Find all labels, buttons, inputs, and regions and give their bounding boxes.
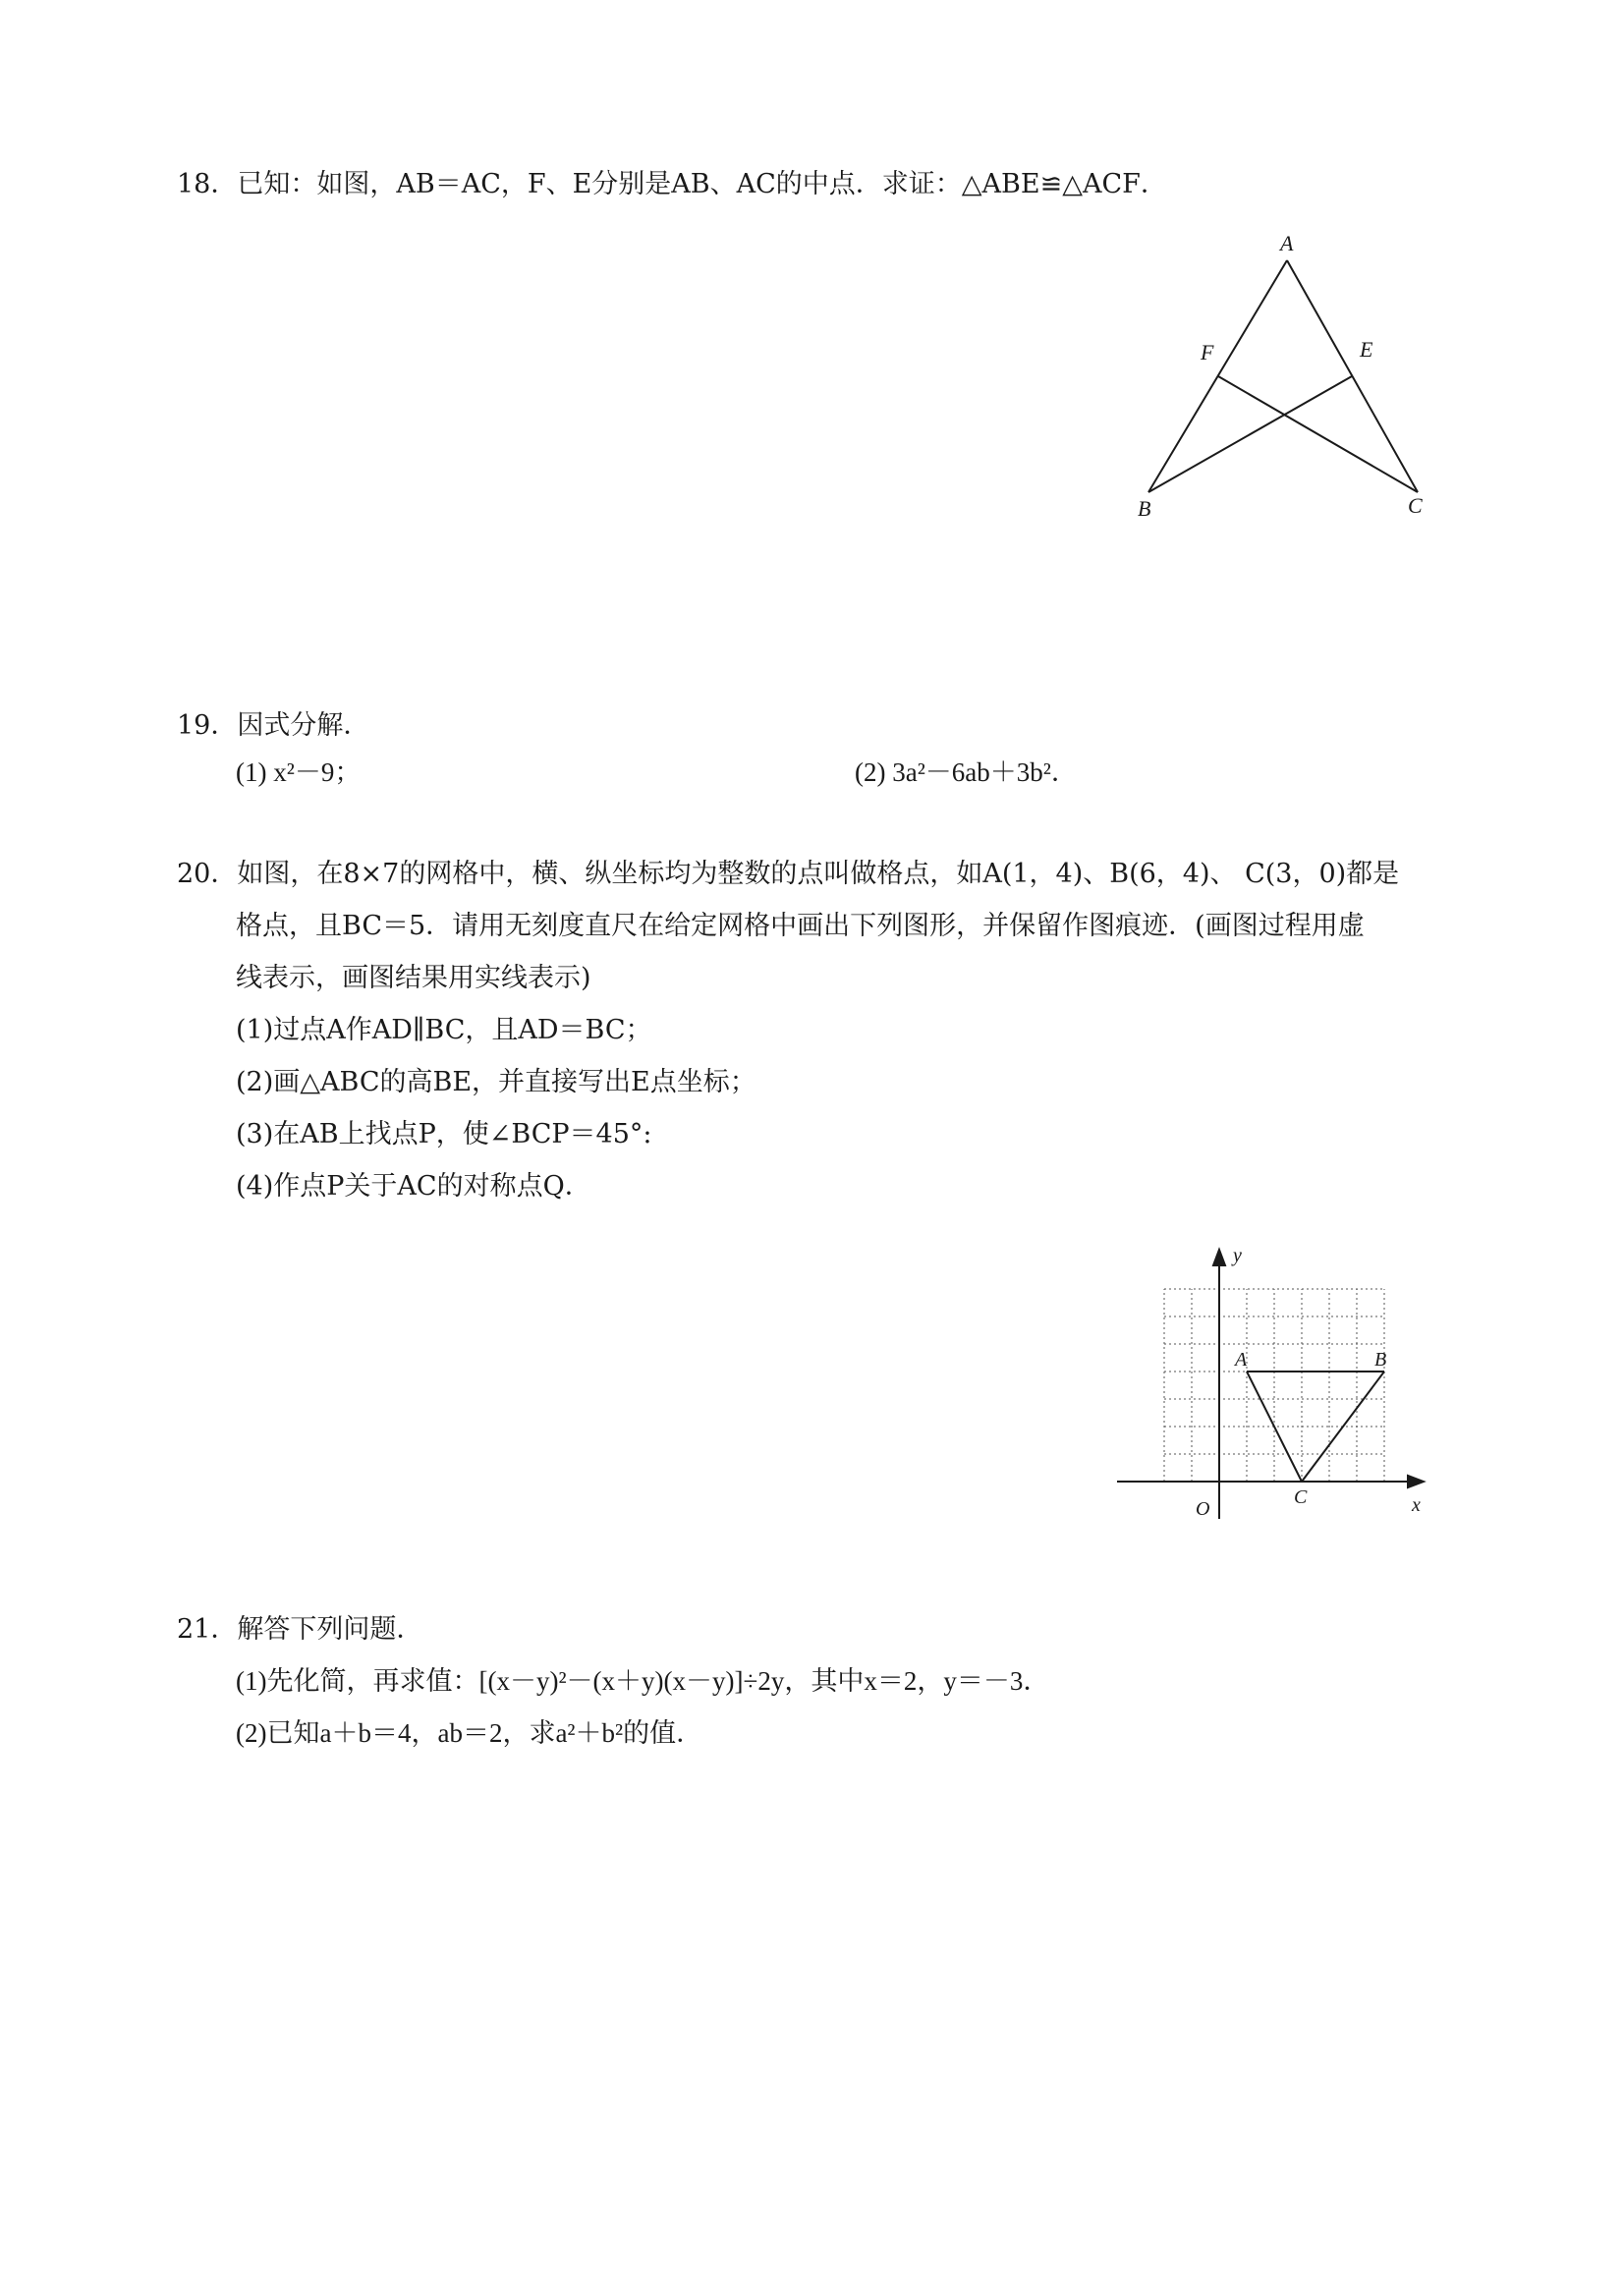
q20-line2: 格点，且BC＝5．请用无刻度直尺在给定网格中画出下列图形，并保留作图痕迹．(画图过程用虚	[236, 911, 1365, 941]
q20-line1: 20．如图，在8×7的网格中，横、纵坐标均为整数的点叫做格点，如A(1，4)、B(6，4)、 C(3，0)都是	[177, 859, 1400, 889]
q19-part2: (2) 3a²－6ab＋3b²．	[855, 757, 1078, 787]
label-B: B	[1138, 496, 1151, 521]
q18-text: 18．已知：如图，AB＝AC，F、E分别是AB、AC的中点．求证：△ABE≌△ACF．	[177, 169, 1167, 199]
q21-title: 21．解答下列问题．	[177, 1614, 423, 1645]
side-AC	[1287, 260, 1418, 492]
point-label-C: C	[1294, 1486, 1308, 1508]
label-A: A	[1280, 231, 1294, 255]
side-AB	[1148, 260, 1287, 492]
label-F: F	[1201, 340, 1214, 364]
q20-part1: (1)过点A作AD∥BC，且AD＝BC；	[236, 1015, 652, 1045]
q21-part2: (2)已知a＋b＝4，ab＝2，求a²＋b²的值．	[236, 1718, 703, 1748]
point-label-B: B	[1374, 1349, 1387, 1371]
segment-BE	[1148, 376, 1352, 492]
x-axis-arrow-icon	[1408, 1476, 1424, 1487]
q20-part2: (2)画△ABC的高BE，并直接写出E点坐标；	[236, 1067, 756, 1097]
q20-part4: (4)作点P关于AC的对称点Q．	[236, 1171, 591, 1202]
coordinate-grid-figure	[1115, 1236, 1429, 1531]
q20-line3: 线表示，画图结果用实线表示)	[236, 963, 591, 993]
q19-part1: (1) x²－9；	[236, 757, 362, 787]
q20-part3: (3)在AB上找点P，使∠BCP＝45°:	[236, 1119, 652, 1149]
q21-part1: (1)先化简，再求值：[(x－y)²－(x＋y)(x－y)]÷2y，其中x＝2，y＝－3．	[236, 1666, 1050, 1696]
label-E: E	[1360, 337, 1373, 362]
q19-title: 19．因式分解．	[177, 710, 370, 741]
y-axis-arrow-icon	[1213, 1250, 1225, 1265]
y-axis-label: y	[1233, 1245, 1242, 1266]
label-C: C	[1408, 493, 1423, 518]
point-label-A: A	[1235, 1349, 1248, 1371]
segment-CF	[1218, 376, 1418, 492]
x-axis-label: x	[1412, 1494, 1421, 1516]
origin-label: O	[1196, 1498, 1210, 1520]
triangle-abc-figure	[1130, 231, 1444, 535]
